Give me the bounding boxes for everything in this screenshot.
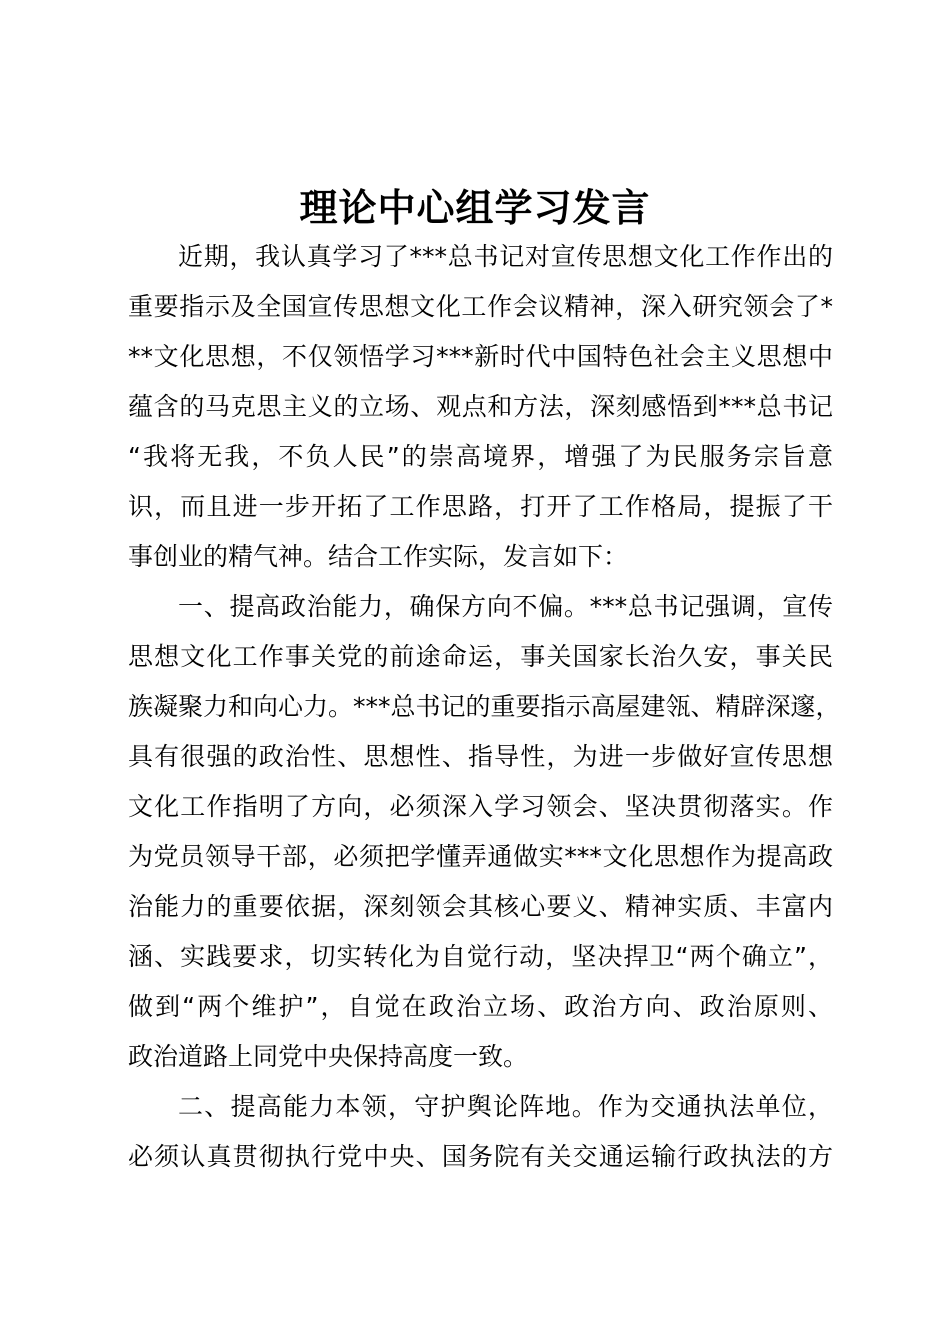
text-line: “我将无我，不负人民”的崇高境界，增强了为民服务宗旨意 bbox=[128, 442, 833, 471]
paragraph-intro bbox=[128, 232, 833, 582]
text-line: 蕴含的马克思主义的立场、观点和方法，深刻感悟到***总书记 bbox=[128, 392, 833, 421]
paragraph-section-1 bbox=[128, 582, 841, 1082]
document-title: 理论中心组学习发言 bbox=[299, 186, 651, 230]
text-line: 涵、实践要求，切实转化为自觉行动，坚决捍卫“两个确立”， bbox=[128, 942, 833, 971]
text-line: 治能力的重要依据，深刻领会其核心要义、精神实质、丰富内 bbox=[128, 892, 833, 921]
text-line: 做到“两个维护”，自觉在政治立场、政治方向、政治原则、 bbox=[128, 992, 833, 1021]
text-line: 识，而且进一步开拓了工作思路，打开了工作格局，提振了干 bbox=[128, 492, 833, 521]
text-line: 事创业的精气神。结合工作实际，发言如下： bbox=[128, 542, 629, 571]
text-line: 二、提高能力本领，守护舆论阵地。作为交通执法单位， bbox=[178, 1092, 833, 1121]
paragraph-section-2 bbox=[128, 1082, 833, 1182]
text-line: 政治道路上同党中央保持高度一致。 bbox=[128, 1042, 529, 1071]
text-line: 文化工作指明了方向，必须深入学习领会、坚决贯彻落实。作 bbox=[128, 792, 833, 821]
text-line: 为党员领导干部，必须把学懂弄通做实***文化思想作为提高政 bbox=[128, 842, 833, 871]
text-line: 重要指示及全国宣传思想文化工作会议精神，深入研究领会了* bbox=[128, 292, 833, 321]
document-body bbox=[128, 232, 841, 1182]
text-line: 思想文化工作事关党的前途命运，事关国家长治久安，事关民 bbox=[128, 642, 833, 671]
text-line: 具有很强的政治性、思想性、指导性，为进一步做好宣传思想 bbox=[128, 742, 833, 771]
text-line: 必须认真贯彻执行党中央、国务院有关交通运输行政执法的方 bbox=[128, 1142, 833, 1171]
text-line: 近期，我认真学习了***总书记对宣传思想文化工作作出的 bbox=[178, 242, 833, 271]
text-line: **文化思想，不仅领悟学习***新时代中国特色社会主义思想中 bbox=[128, 342, 833, 371]
text-line: 族凝聚力和向心力。***总书记的重要指示高屋建瓴、精辟深邃， bbox=[128, 692, 841, 721]
text-line: 一、提高政治能力，确保方向不偏。***总书记强调，宣传 bbox=[178, 592, 833, 621]
